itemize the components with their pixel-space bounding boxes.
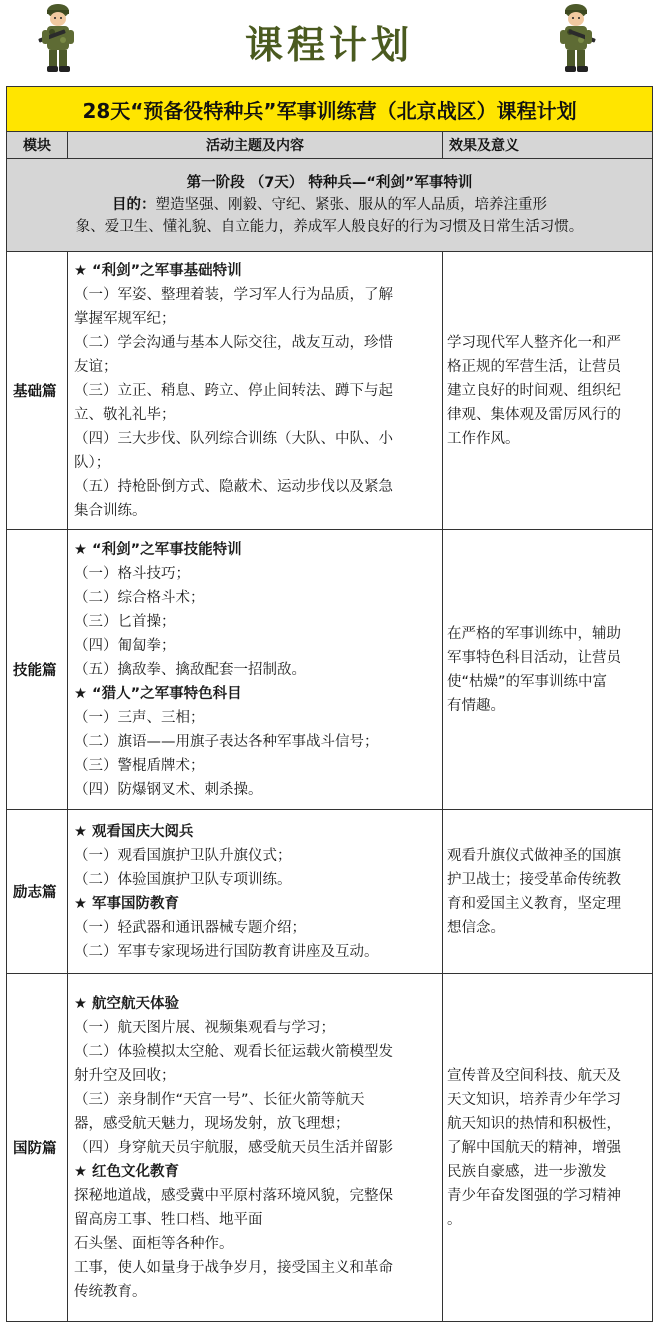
content-line: （二）体验国旗护卫队专项训练。 — [74, 871, 292, 888]
content-line: （三）匕首操； — [74, 613, 176, 630]
effect-cell — [443, 252, 653, 530]
table-row — [7, 252, 653, 530]
content-line: （四）防爆钢叉术、刺杀操。 — [74, 781, 263, 798]
content-line: 传统教育。 — [74, 1283, 147, 1300]
effect-line: 军事特色科目活动，让营员 — [447, 649, 621, 666]
section-heading: ★ 红色文化教育 — [74, 1163, 180, 1180]
content-line: 集合训练。 — [74, 502, 147, 519]
content-line: （三）立正、稍息、跨立、停止间转法、蹲下与起 — [74, 382, 393, 399]
column-header-effect: 效果及意义 — [443, 132, 653, 159]
content-line: 友谊； — [74, 358, 118, 375]
effect-line: 律观、集体观及雷厉风行的 — [447, 406, 621, 423]
content-line: （一）观看国旗护卫队升旗仪式； — [74, 847, 292, 864]
table-row — [7, 974, 653, 1322]
effect-line: 宣传普及空间科技、航天及 — [447, 1067, 621, 1084]
content-line: （一）军姿、整理着装，学习军人行为品质，了解 — [74, 286, 393, 303]
effect-line: 民族自豪感，进一步激发 — [447, 1163, 607, 1180]
table-row — [7, 810, 653, 974]
content-line: 器，感受航天魅力，现场发射，放飞理想； — [74, 1115, 350, 1132]
effect-line: 了解中国航天的精神，增强 — [447, 1139, 621, 1156]
module-name: 技能篇 — [7, 530, 68, 810]
effect-line: 在严格的军事训练中，辅助 — [447, 625, 621, 642]
content-cell — [68, 810, 443, 974]
content-cell — [68, 530, 443, 810]
content-line: （一）格斗技巧； — [74, 565, 190, 582]
stage-purpose-line2: 象、爱卫生、懂礼貌、自立能力，养成军人般良好的行为习惯及日常生活习惯。 — [75, 219, 584, 235]
effect-line: 格正规的军营生活，让营员 — [447, 358, 621, 375]
content-line: （五）擒敌拳、擒敌配套一招制敌。 — [74, 661, 306, 678]
module-name: 基础篇 — [7, 252, 68, 530]
content-line: （二）旗语——用旗子表达各种军事战斗信号； — [74, 733, 379, 750]
section-heading: ★ 航空航天体验 — [74, 995, 180, 1012]
column-header-module: 模块 — [7, 132, 68, 159]
content-line: （二）学会沟通与基本人际交往，战友互动，珍惜 — [74, 334, 393, 351]
content-line: （五）持枪卧倒方式、隐蔽术、运动步伐以及紧急 — [74, 478, 393, 495]
effect-line: 建立良好的时间观、组织纪 — [447, 382, 621, 399]
course-table — [6, 86, 653, 1322]
effect-line: 使“枯燥”的军事训练中富 — [447, 673, 608, 690]
effect-line: 天文知识，培养青少年学习 — [447, 1091, 621, 1108]
stage-purpose — [11, 194, 648, 216]
content-line: （二）体验模拟太空舱、观看长征运载火箭模型发 — [74, 1043, 393, 1060]
content-line: 石头堡、面柜等各种作。 — [74, 1235, 234, 1252]
effect-line: 工作作风。 — [447, 430, 520, 447]
content-line: （一）轻武器和通讯器械专题介绍； — [74, 919, 306, 936]
content-line: （三）警棍盾牌术； — [74, 757, 205, 774]
table-row — [7, 530, 653, 810]
effect-line: 航天知识的热情和积极性， — [447, 1115, 621, 1132]
module-name: 励志篇 — [7, 810, 68, 974]
section-heading: ★ 军事国防教育 — [74, 895, 180, 912]
module-name: 国防篇 — [7, 974, 68, 1322]
content-line: （一）三声、三相； — [74, 709, 205, 726]
stage-banner — [7, 159, 653, 252]
effect-line: 学习现代军人整齐化一和严 — [447, 334, 621, 351]
content-line: 探秘地道战，感受冀中平原村落环境风貌，完整保 — [74, 1187, 393, 1204]
effect-line: 有情趣。 — [447, 697, 505, 714]
soldier-icon — [552, 2, 600, 76]
effect-line: 育和爱国主义教育，坚定理 — [447, 895, 621, 912]
effect-line: 想信念。 — [447, 919, 505, 936]
stage-purpose-label: 目的： — [112, 197, 156, 213]
content-line: 工事，使人如量身于战争岁月，接受国主义和革命 — [74, 1259, 393, 1276]
effect-cell — [443, 810, 653, 974]
content-line: 掌握军规军纪； — [74, 310, 176, 327]
content-line: （四）匍匐拳； — [74, 637, 176, 654]
content-cell — [68, 974, 443, 1322]
stage-title: 第一阶段 （7天） 特种兵—“利剑”军事特训 — [186, 175, 473, 191]
content-line: 立、敬礼礼毕； — [74, 406, 176, 423]
content-line: 留高房工事、牲口档、地平面 — [74, 1211, 263, 1228]
effect-cell — [443, 530, 653, 810]
section-heading: ★ 观看国庆大阅兵 — [74, 823, 194, 840]
content-line: （一）航天图片展、视频集观看与学习； — [74, 1019, 335, 1036]
table-title: 28天“预备役特种兵”军事训练营（北京战区）课程计划 — [7, 87, 653, 132]
effect-line: 护卫战士；接受革命传统教 — [447, 871, 621, 888]
section-heading: ★ “利剑”之军事基础特训 — [74, 262, 242, 279]
content-cell — [68, 252, 443, 530]
content-line: （三）亲身制作“天宫一号”、长征火箭等航天 — [74, 1091, 365, 1108]
section-heading: ★ “利剑”之军事技能特训 — [74, 541, 242, 558]
content-line: 队）； — [74, 454, 111, 471]
column-header-content: 活动主题及内容 — [68, 132, 443, 159]
effect-cell — [443, 974, 653, 1322]
stage-purpose-line1: 塑造坚强、刚毅、守纪、紧张、服从的军人品质，培养注重形 — [155, 197, 548, 213]
content-line: （四）三大步伐、队列综合训练（大队、中队、小 — [74, 430, 393, 447]
content-line: （二）军事专家现场进行国防教育讲座及互动。 — [74, 943, 379, 960]
content-line: （四）身穿航天员宇航服，感受航天员生活并留影 — [74, 1139, 393, 1156]
effect-line: 。 — [447, 1211, 462, 1228]
content-line: 射升空及回收； — [74, 1067, 176, 1084]
content-line: （二）综合格斗术； — [74, 589, 205, 606]
effect-line: 青少年奋发图强的学习精神 — [447, 1187, 621, 1204]
section-heading: ★ “猎人”之军事特色科目 — [74, 685, 242, 702]
effect-line: 观看升旗仪式做神圣的国旗 — [447, 847, 621, 864]
page-title: 课程计划 — [244, 23, 413, 67]
header — [0, 0, 658, 86]
